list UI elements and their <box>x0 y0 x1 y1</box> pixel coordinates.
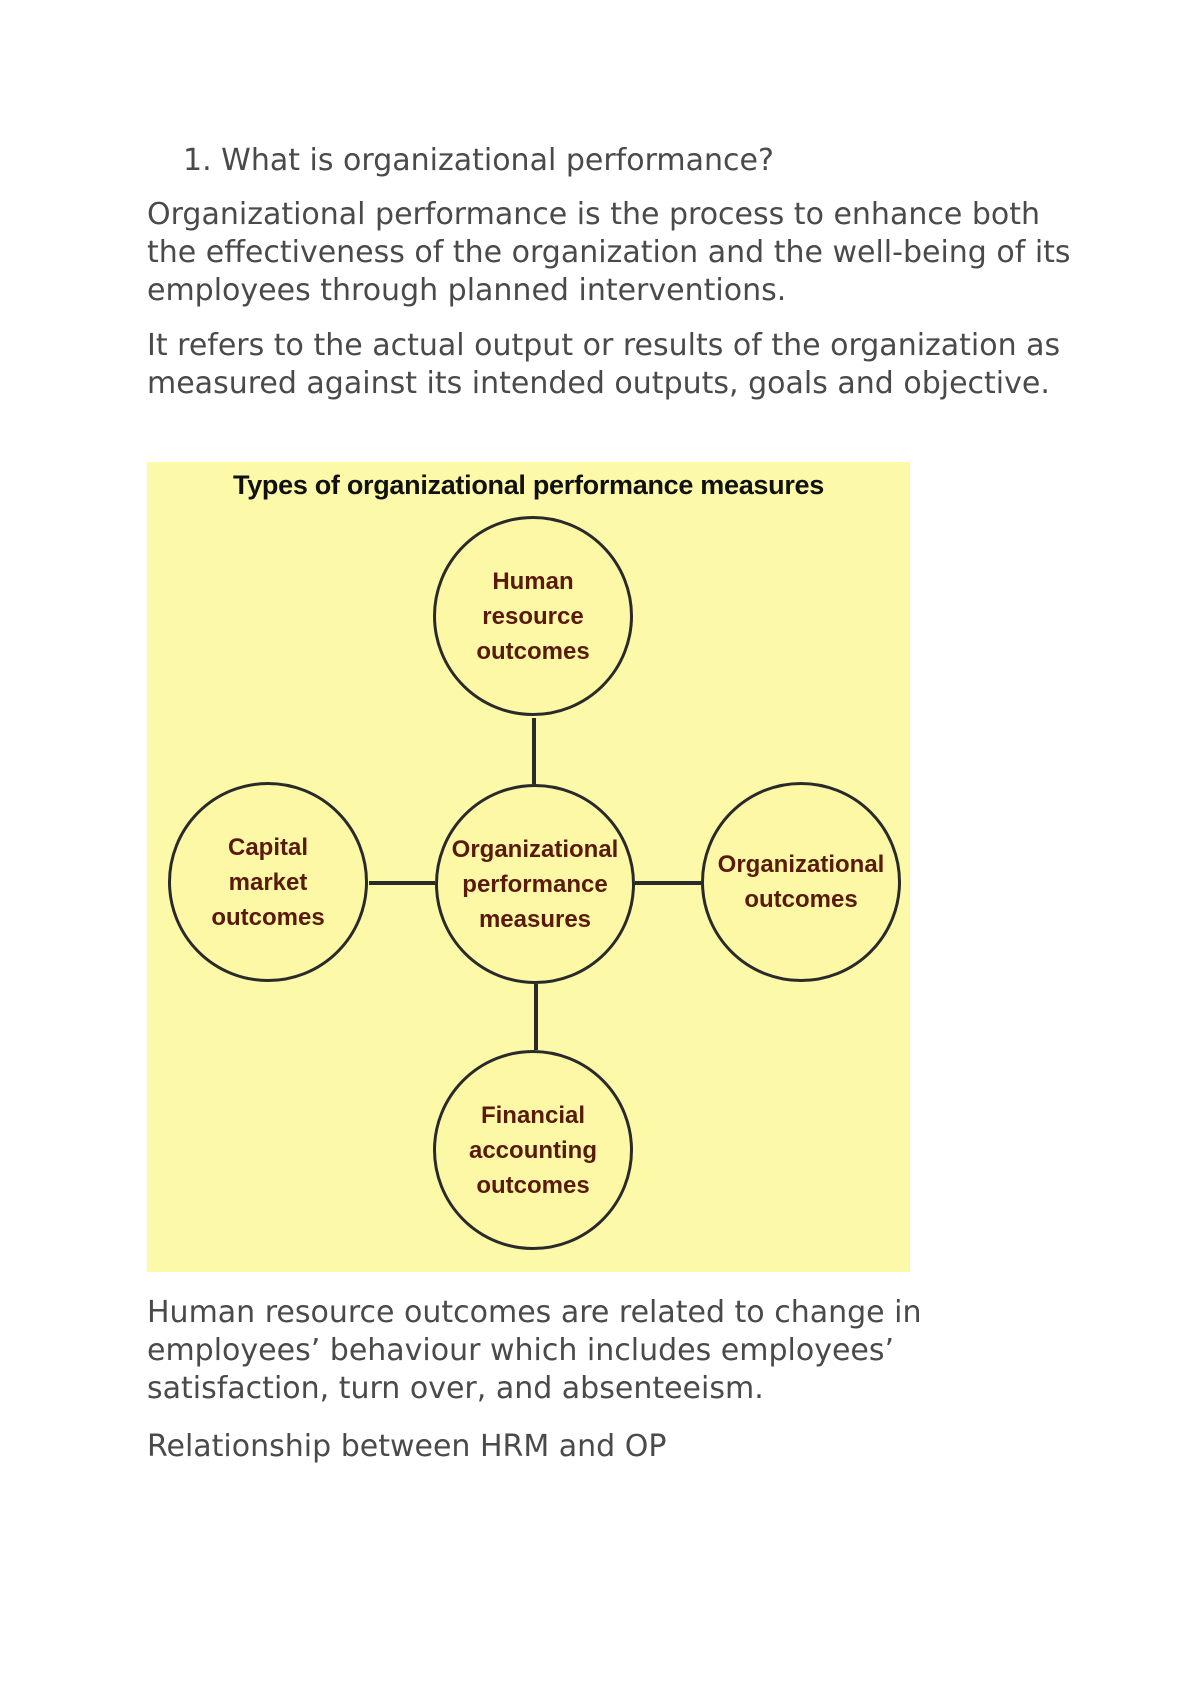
connector-top <box>532 718 536 784</box>
refers-paragraph: It refers to the actual output or results of the organization as measured against its intended outputs, goals and objective. <box>147 328 1061 401</box>
connector-bottom <box>534 984 538 1050</box>
node-label: Organizational outcomes <box>717 851 885 913</box>
node-organizational-outcomes <box>701 782 901 982</box>
definition-paragraph: Organizational performance is the process to enhance both the effectiveness of the organization and the well-being of its employees through planned interventions. <box>147 197 1071 308</box>
hr-outcomes-paragraph: Human resource outcomes are related to change in employees’ behaviour which includes employees’ satisfaction, turn over, and absenteeism. <box>147 1295 922 1406</box>
node-label: Capital market outcomes <box>211 833 325 931</box>
relationship-heading: Relationship between HRM and OP <box>147 1429 667 1464</box>
node-capital-market-outcomes <box>168 782 368 982</box>
node-label: Organizational performance measures <box>451 835 619 933</box>
node-human-resource-outcomes <box>433 516 633 716</box>
node-label: Financial accounting outcomes <box>468 1101 597 1199</box>
node-financial-accounting-outcomes <box>433 1050 633 1250</box>
connector-right <box>635 881 701 885</box>
node-label: Human resource outcomes <box>476 567 590 665</box>
diagram-title: Types of organizational performance measures <box>233 470 824 500</box>
question-text: What is organizational performance? <box>221 143 774 178</box>
question-number: 1. <box>183 143 212 178</box>
question-heading <box>183 142 774 180</box>
node-organizational-performance-measures <box>435 784 635 984</box>
connector-left <box>369 881 435 885</box>
performance-measures-diagram <box>147 462 910 1272</box>
